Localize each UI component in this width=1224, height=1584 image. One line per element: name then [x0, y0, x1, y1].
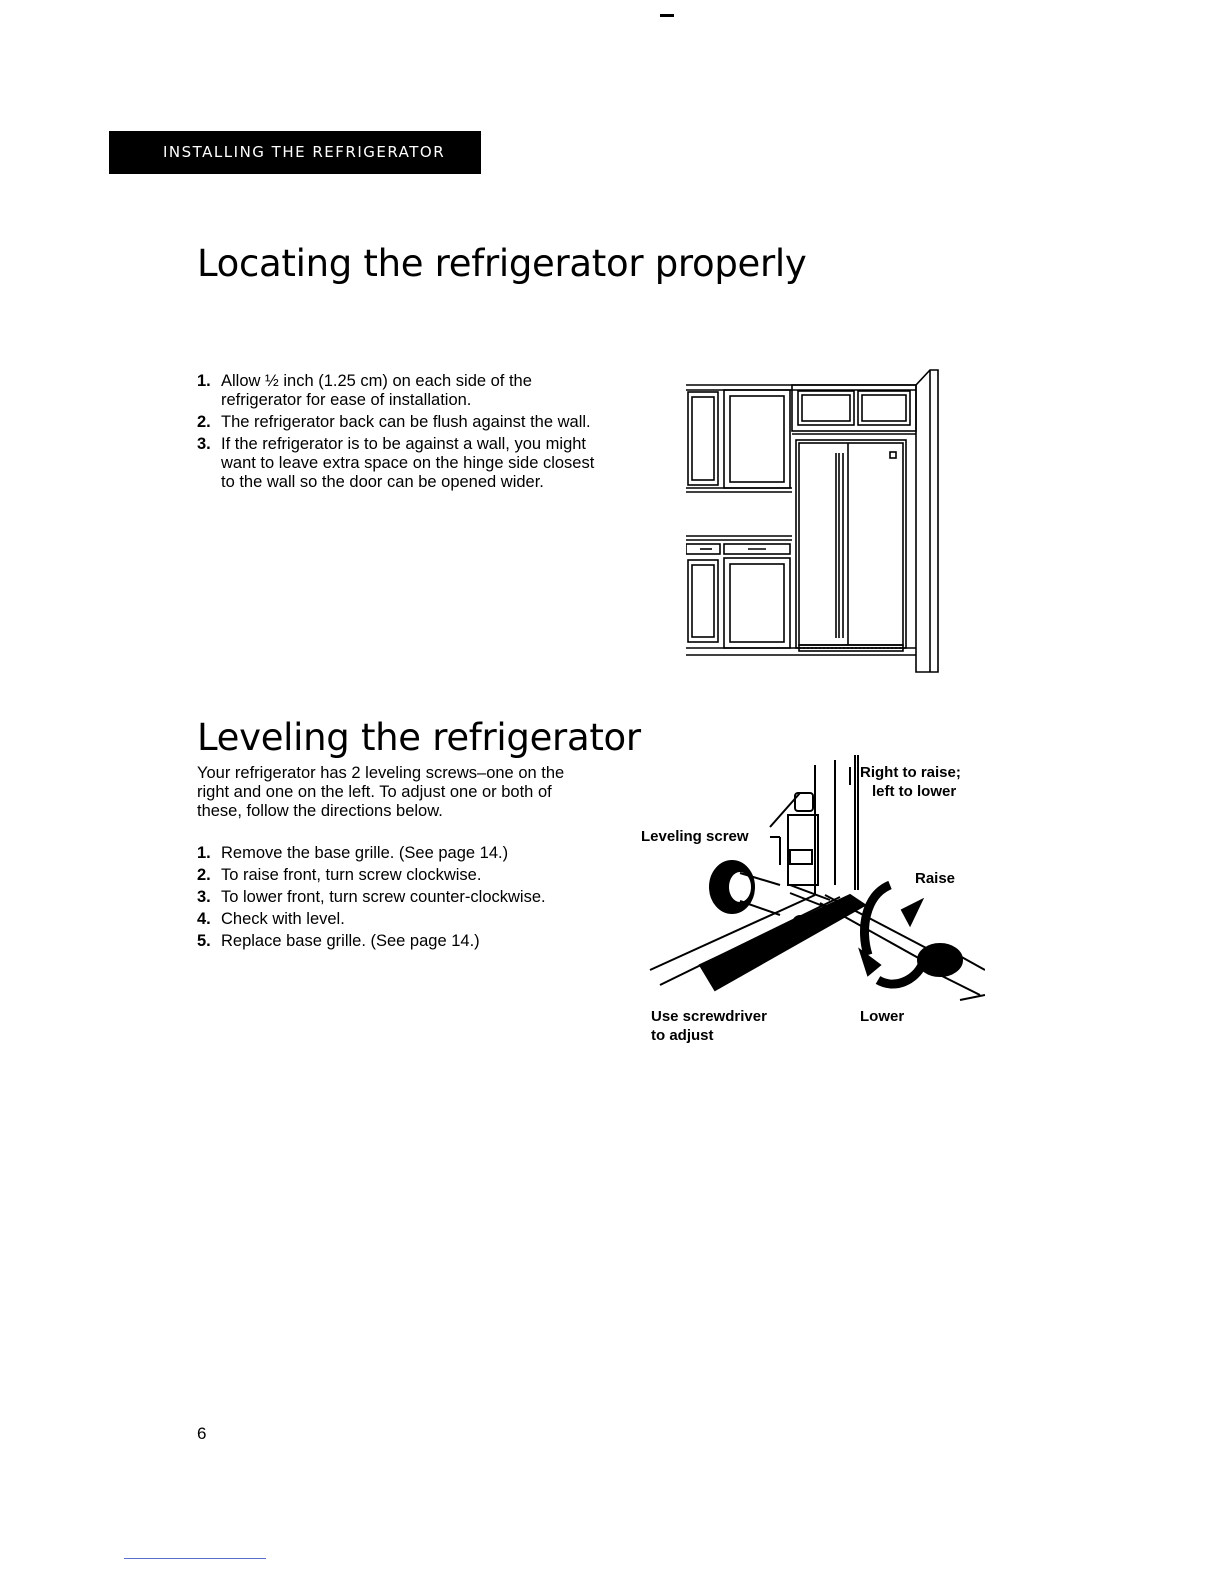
step-text: Check with level.: [221, 910, 345, 928]
step-number: 1.: [197, 844, 211, 862]
locating-title: Locating the refrigerator properly: [197, 242, 807, 285]
label-lower: Lower: [860, 1008, 905, 1025]
step-text: Remove the base grille. (See page 14.): [221, 844, 509, 862]
step-number: 5.: [197, 932, 211, 950]
step-text: Replace base grille. (See page 14.): [221, 932, 480, 950]
label-leveling-screw: Leveling screw: [641, 828, 749, 845]
step-number: 3.: [197, 888, 211, 906]
label-left-to-lower: left to lower: [872, 783, 957, 800]
label-to-adjust: to adjust: [651, 1027, 714, 1044]
list-item: [197, 413, 607, 432]
step-text: To raise front, turn screw clockwise.: [221, 866, 482, 884]
page-number: 6: [197, 1424, 207, 1443]
section-header-title: INSTALLING THE REFRIGERATOR: [163, 143, 446, 161]
step-text: Allow ½ inch (1.25 cm) on each side of the refrigerator for ease of installation.: [221, 372, 532, 409]
list-item: [197, 888, 597, 907]
leveling-steps-list: [197, 844, 597, 954]
refrigerator-location-illustration: [686, 368, 942, 675]
step-number: 1.: [197, 372, 211, 390]
label-raise: Raise: [915, 870, 956, 887]
list-item: [197, 844, 597, 863]
step-number: 3.: [197, 435, 211, 453]
section-header-bar: [109, 131, 481, 174]
label-right-to-raise: Right to raise;: [860, 764, 961, 781]
step-text: The refrigerator back can be flush against the wall.: [221, 413, 591, 431]
leveling-title: Leveling the refrigerator: [197, 716, 641, 759]
list-item: [197, 866, 597, 885]
step-number: 4.: [197, 910, 211, 928]
leveling-intro-text: Your refrigerator has 2 leveling screws–one on the right and one on the left. To adjust one or both of these, follow the directions below.: [197, 764, 565, 820]
list-item: [197, 435, 607, 492]
scan-mark: [660, 14, 674, 17]
list-item: [197, 372, 607, 410]
step-number: 2.: [197, 866, 211, 884]
list-item: [197, 932, 597, 951]
step-text: To lower front, turn screw counter-clockwise.: [221, 888, 546, 906]
step-text: If the refrigerator is to be against a wall, you might want to leave extra space on the hinge side closest to the wall so the door can be opened wider.: [221, 435, 595, 491]
list-item: [197, 910, 597, 929]
step-number: 2.: [197, 413, 211, 431]
footer-rule: [124, 1558, 266, 1559]
label-use-screwdriver: Use screwdriver: [651, 1008, 767, 1025]
locating-steps-list: [197, 372, 607, 495]
